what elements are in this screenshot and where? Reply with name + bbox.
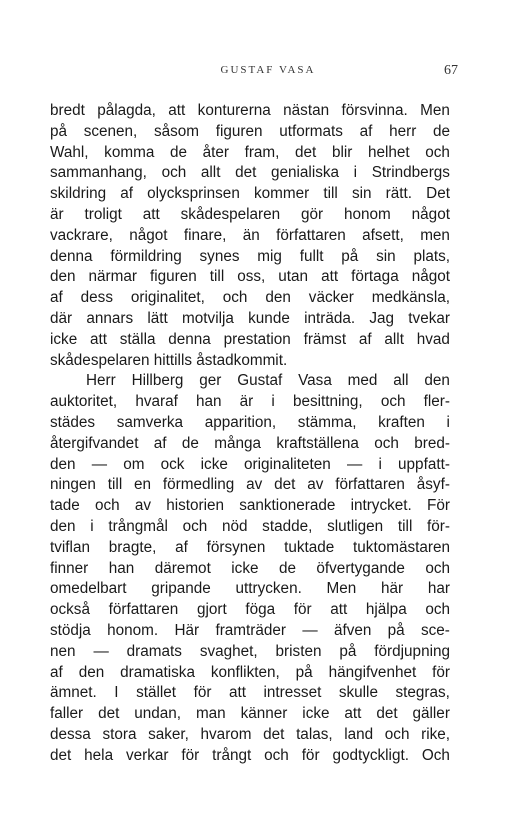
word: och xyxy=(161,164,187,182)
word: Vasa xyxy=(298,372,332,390)
word: och xyxy=(380,393,406,411)
word: kraftställena xyxy=(276,434,359,452)
word: fram, xyxy=(244,143,280,161)
word: — xyxy=(93,642,109,660)
word: för xyxy=(301,746,320,764)
word: hela xyxy=(84,746,114,764)
word: författaren xyxy=(276,226,346,244)
word: på xyxy=(339,642,357,660)
word: stödja xyxy=(50,621,91,639)
word: såsom xyxy=(153,122,200,140)
word: Och xyxy=(421,746,450,764)
word: svaghet, xyxy=(199,642,258,660)
word: på xyxy=(341,247,359,265)
word: kommer xyxy=(253,185,310,203)
word: troligt xyxy=(84,205,122,223)
word: konturerna xyxy=(197,102,271,119)
word: fördjupning xyxy=(374,642,450,660)
word: något xyxy=(129,226,168,244)
word: — xyxy=(91,455,108,473)
word: framträder xyxy=(215,621,287,639)
word: honom xyxy=(344,205,391,223)
word: inträda. xyxy=(304,309,356,327)
word: kraften xyxy=(378,413,425,431)
word: dramatiska xyxy=(120,663,195,681)
word: nöd xyxy=(221,517,248,535)
word: utformats xyxy=(279,122,343,140)
word: — xyxy=(302,621,318,639)
word: tuktade xyxy=(284,538,335,556)
word: hängifvenhet xyxy=(328,663,417,681)
word: af xyxy=(50,663,63,681)
word: intrycket. xyxy=(350,497,412,515)
word: rike, xyxy=(421,725,450,743)
text-line-content: skådespelaren hittills åstadkommit. xyxy=(50,351,288,369)
word: det xyxy=(274,476,296,494)
word: väcker xyxy=(308,289,354,307)
word: känner xyxy=(240,705,288,723)
word: att xyxy=(228,684,246,702)
word: Men xyxy=(420,102,450,119)
word: föga xyxy=(245,601,276,619)
word: skildring xyxy=(50,185,107,203)
word: apparition, xyxy=(204,413,277,431)
word: återgifvandet xyxy=(50,434,139,452)
word: figuren xyxy=(215,122,263,140)
text-line xyxy=(50,579,450,600)
word: sanktionerade xyxy=(239,497,336,515)
text-line xyxy=(50,683,450,704)
word: han xyxy=(195,393,222,411)
word: till xyxy=(209,268,225,286)
word: det xyxy=(50,746,72,764)
word: i xyxy=(271,393,275,411)
word: stadde, xyxy=(262,517,313,535)
word: om xyxy=(123,455,145,473)
word: här xyxy=(381,580,404,598)
page-number: 67 xyxy=(444,63,458,78)
word: lätt xyxy=(147,309,168,327)
word: och xyxy=(374,434,399,452)
text-line xyxy=(50,371,450,392)
word: städes xyxy=(50,413,96,431)
text-line xyxy=(50,247,450,268)
word: af xyxy=(50,289,63,307)
text-line xyxy=(50,704,450,725)
word: land xyxy=(344,725,374,743)
word: öfvertygande xyxy=(316,559,405,577)
word: det xyxy=(295,143,317,161)
word: till xyxy=(397,517,413,535)
word: ämnet. xyxy=(50,684,97,702)
word: honom. xyxy=(107,621,159,639)
word: förtaga xyxy=(351,268,399,286)
word: verkar xyxy=(125,746,169,764)
word: också xyxy=(50,601,90,619)
word: dessa xyxy=(50,725,91,743)
word: av xyxy=(134,497,152,515)
word: i xyxy=(353,164,358,182)
word: där xyxy=(50,309,73,327)
word: stället xyxy=(136,684,177,702)
word: tviflan xyxy=(50,538,90,556)
word: saker, xyxy=(148,725,189,743)
text-line xyxy=(50,621,450,642)
word: motvilja xyxy=(182,309,234,327)
word: sin xyxy=(376,247,396,265)
text-line xyxy=(50,122,450,143)
word: uppfatt- xyxy=(398,455,450,473)
text-line xyxy=(50,330,450,351)
word: tuktomästaren xyxy=(353,538,450,556)
word: bredt xyxy=(50,102,85,119)
word: plats, xyxy=(413,247,450,265)
body-text xyxy=(50,101,450,767)
word: stämma, xyxy=(297,413,357,431)
word: i xyxy=(378,455,382,473)
word: på xyxy=(387,621,405,639)
word: nen xyxy=(50,642,76,660)
word: försvinna. xyxy=(341,102,408,119)
word: af xyxy=(175,538,188,556)
word: han xyxy=(108,559,135,577)
word: för- xyxy=(427,517,450,535)
word: den xyxy=(78,663,105,681)
word: trångt xyxy=(212,746,252,764)
word: sammanhang, xyxy=(50,164,147,182)
word: uttrycken. xyxy=(235,580,302,598)
word: herr xyxy=(389,122,417,140)
word: att xyxy=(142,205,160,223)
word: det xyxy=(376,705,398,723)
word: det xyxy=(235,164,257,182)
text-line xyxy=(50,517,450,538)
word: stora xyxy=(102,725,137,743)
word: hvaraf xyxy=(135,393,178,411)
word: att xyxy=(89,330,107,348)
word: figuren xyxy=(149,268,197,286)
text-line xyxy=(50,101,450,122)
word: gripande xyxy=(151,580,211,598)
word: gäller xyxy=(412,705,450,723)
word: åsyf- xyxy=(416,476,450,494)
word: det xyxy=(98,705,120,723)
word: — xyxy=(346,455,363,473)
word: ställa xyxy=(119,330,156,348)
word: av xyxy=(246,476,263,494)
word: för xyxy=(293,601,312,619)
word: den xyxy=(50,455,76,473)
word: än xyxy=(242,226,260,244)
word: helhet xyxy=(367,143,410,161)
word: bragte, xyxy=(108,538,157,556)
word: scenen, xyxy=(83,122,138,140)
word: till xyxy=(107,476,123,494)
word: samverka xyxy=(116,413,184,431)
word: af xyxy=(359,122,373,140)
word: något xyxy=(411,205,450,223)
word: synes xyxy=(199,247,240,265)
word: originalitet, xyxy=(130,289,205,307)
word: utan xyxy=(278,268,309,286)
word: åter xyxy=(202,143,229,161)
word: gjort xyxy=(196,601,227,619)
word: Jag xyxy=(369,309,395,327)
word: Här xyxy=(174,621,200,639)
text-line xyxy=(50,163,450,184)
word: till xyxy=(323,185,338,203)
word: författaren xyxy=(335,476,405,494)
word: Herr xyxy=(86,372,116,390)
word: och xyxy=(222,289,248,307)
text-line xyxy=(50,538,450,559)
word: något xyxy=(411,268,450,286)
word: förmildring xyxy=(110,247,182,265)
word: försynen xyxy=(206,538,266,556)
word: många xyxy=(214,434,262,452)
word: nästan xyxy=(283,102,330,119)
word: att xyxy=(168,102,186,119)
word: besittning, xyxy=(292,393,363,411)
word: fullt xyxy=(299,247,324,265)
word: att xyxy=(330,601,348,619)
word: hvad xyxy=(416,330,450,348)
word: författaren xyxy=(108,601,179,619)
word: i xyxy=(90,517,94,535)
word: af xyxy=(153,434,167,452)
word: auktoritet, xyxy=(50,393,118,411)
word: Det xyxy=(426,185,450,203)
word: för xyxy=(181,746,200,764)
text-line xyxy=(50,455,450,476)
word: afsett, xyxy=(362,226,404,244)
word: stegras, xyxy=(395,684,450,702)
word: ningen xyxy=(50,476,96,494)
word: mig xyxy=(257,247,282,265)
word: finner xyxy=(50,559,89,577)
word: men xyxy=(420,226,450,244)
word: den xyxy=(50,517,76,535)
word: rätt. xyxy=(385,185,413,203)
word: Gustaf xyxy=(237,372,283,390)
text-line xyxy=(50,184,450,205)
word: och xyxy=(264,746,289,764)
text-line xyxy=(50,746,450,767)
word: oss, xyxy=(237,268,266,286)
word: undan, xyxy=(134,705,182,723)
word: för xyxy=(432,663,450,681)
word: medkänsla, xyxy=(371,289,450,307)
word: originaliteten xyxy=(244,455,331,473)
word: dramats xyxy=(126,642,182,660)
word: man xyxy=(195,705,226,723)
word: hjälpa xyxy=(365,601,407,619)
word: med xyxy=(347,372,378,390)
word: icke xyxy=(302,705,330,723)
word: icke xyxy=(231,559,259,577)
word: ock xyxy=(160,455,185,473)
word: annars xyxy=(86,309,134,327)
word: gör xyxy=(301,205,324,223)
word: skulle xyxy=(338,684,378,702)
text-line xyxy=(50,351,450,372)
word: de xyxy=(278,559,296,577)
word: Men xyxy=(326,580,357,598)
word: ger xyxy=(199,372,222,390)
running-title: GUSTAF VASA xyxy=(220,64,316,76)
word: Hillberg xyxy=(131,372,184,390)
word: godtyckligt. xyxy=(332,746,409,764)
word: av xyxy=(307,476,324,494)
text-line xyxy=(50,143,450,164)
word: omedelbart xyxy=(50,580,127,598)
word: en xyxy=(134,476,152,494)
word: de xyxy=(181,434,199,452)
word: förmedling xyxy=(162,476,235,494)
word: olycksprinsen xyxy=(147,185,240,203)
word: historien xyxy=(166,497,225,515)
word: är xyxy=(239,393,254,411)
text-line xyxy=(50,496,450,517)
word: de xyxy=(432,122,450,140)
text-line xyxy=(50,642,450,663)
word: närmar xyxy=(88,268,137,286)
word: icke xyxy=(200,455,228,473)
word: bred- xyxy=(414,434,450,452)
word: Strindbergs xyxy=(371,164,450,182)
text-line xyxy=(50,725,450,746)
word: har xyxy=(427,580,450,598)
word: för xyxy=(193,684,212,702)
word: talas, xyxy=(296,725,333,743)
word: bristen xyxy=(275,642,322,660)
text-line xyxy=(50,392,450,413)
word: att xyxy=(344,705,362,723)
word: prestation xyxy=(223,330,291,348)
text-line xyxy=(50,205,450,226)
word: tade xyxy=(50,497,80,515)
text-line xyxy=(50,434,450,455)
word: på xyxy=(50,122,68,140)
word: främst xyxy=(303,330,347,348)
word: och xyxy=(425,559,450,577)
word: fler- xyxy=(423,393,450,411)
word: och xyxy=(425,601,450,619)
text-line xyxy=(50,663,450,684)
word: denna xyxy=(168,330,211,348)
text-line xyxy=(50,559,450,580)
word: allt xyxy=(200,164,221,182)
word: de xyxy=(169,143,187,161)
text-line xyxy=(50,475,450,496)
word: det xyxy=(263,725,285,743)
word: och xyxy=(94,497,120,515)
word: all xyxy=(393,372,409,390)
word: skådespelaren xyxy=(180,205,281,223)
word: sce- xyxy=(421,621,450,639)
word: den xyxy=(50,268,76,286)
word: äfven xyxy=(333,621,372,639)
word: Wahl, xyxy=(50,143,89,161)
word: I xyxy=(114,684,119,702)
word: pålagda, xyxy=(97,102,156,119)
word: af xyxy=(358,330,372,348)
word: hvarom xyxy=(200,725,252,743)
word: på xyxy=(295,663,313,681)
word: faller xyxy=(50,705,84,723)
word: blir xyxy=(331,143,353,161)
word: finare, xyxy=(183,226,227,244)
text-line xyxy=(50,226,450,247)
word: och xyxy=(425,143,450,161)
word: dess xyxy=(80,289,113,307)
word: denna xyxy=(50,247,93,265)
word: komma xyxy=(104,143,155,161)
word: däremot xyxy=(154,559,211,577)
word: och xyxy=(182,517,208,535)
word: den xyxy=(265,289,291,307)
word: vackrare, xyxy=(50,226,113,244)
word: tvekar xyxy=(408,309,450,327)
word: sin xyxy=(351,185,372,203)
word: allt xyxy=(384,330,404,348)
word: att xyxy=(321,268,339,286)
text-line xyxy=(50,309,450,330)
word: kunde xyxy=(248,309,290,327)
word: icke xyxy=(50,330,78,348)
word: trångmål xyxy=(108,517,168,535)
text-line xyxy=(50,600,450,621)
word: den xyxy=(424,372,450,390)
word: konflikten, xyxy=(210,663,280,681)
word: För xyxy=(426,497,450,515)
word: i xyxy=(446,413,450,431)
word: och xyxy=(384,725,410,743)
word: intresset xyxy=(263,684,322,702)
word: slutligen xyxy=(327,517,384,535)
text-line xyxy=(50,288,450,309)
word: af xyxy=(120,185,134,203)
running-head xyxy=(78,64,458,84)
text-line xyxy=(50,413,450,434)
word: genialiska xyxy=(271,164,340,182)
text-line xyxy=(50,267,450,288)
word: är xyxy=(50,205,64,223)
